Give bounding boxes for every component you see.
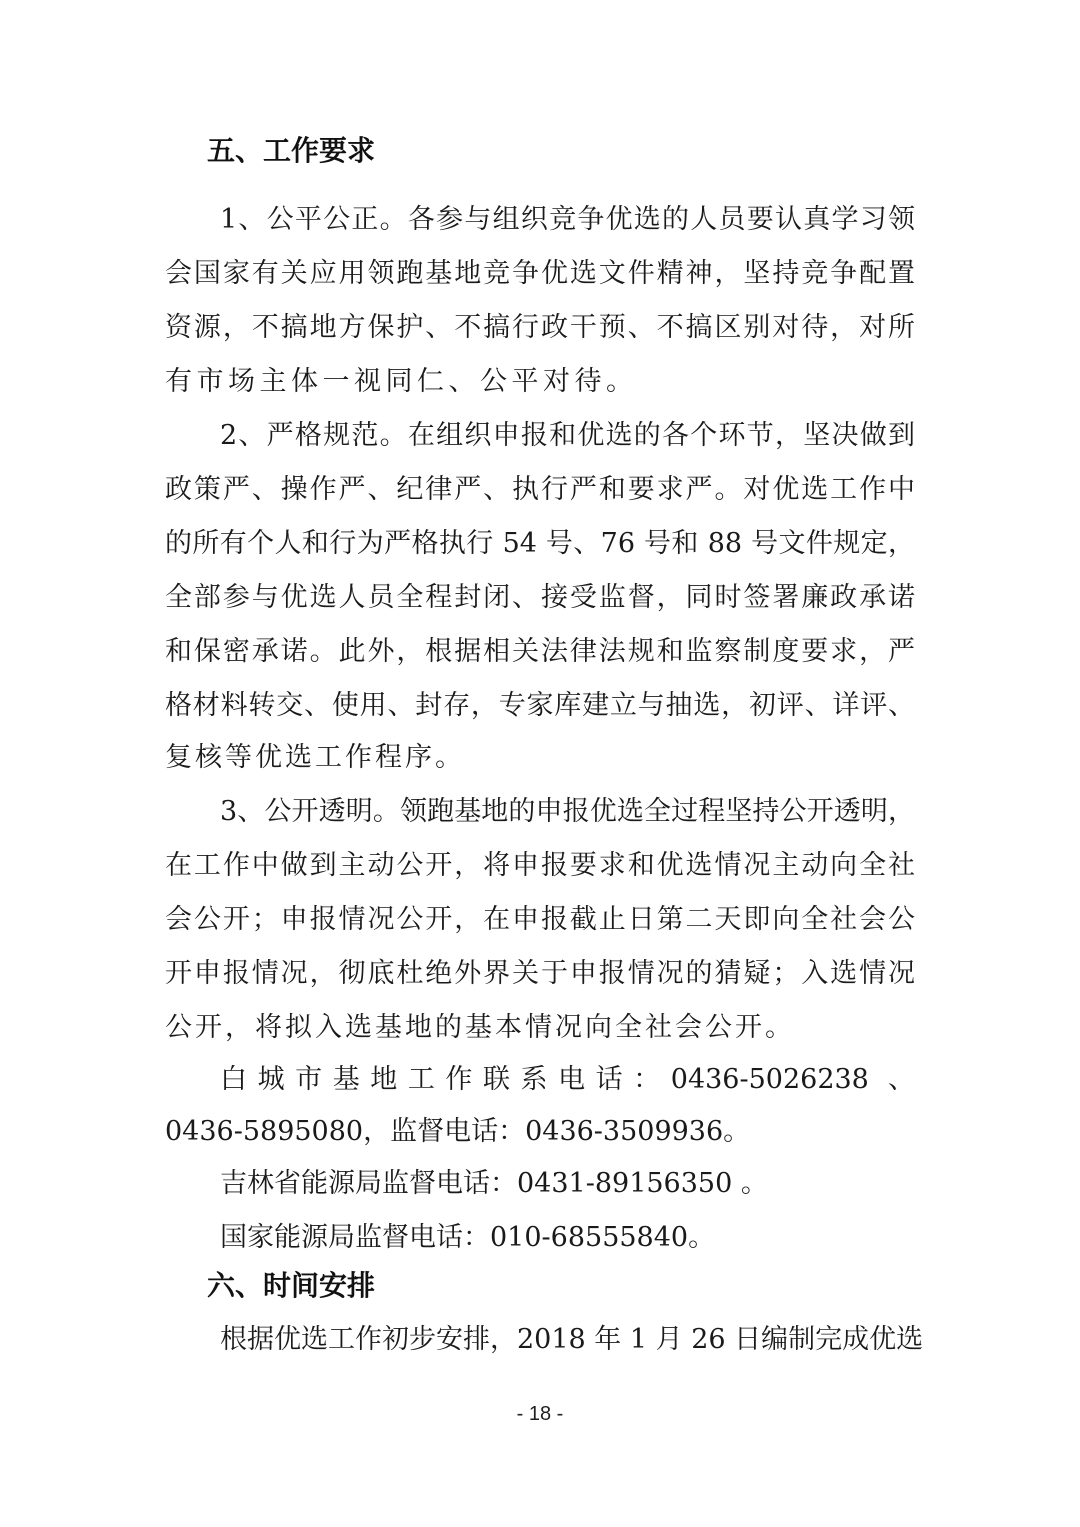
- paragraph-line: 1、公平公正。各参与组织竞争优选的人员要认真学习领: [220, 204, 915, 235]
- paragraph-line: 资源，不搞地方保护、不搞行政干预、不搞区别对待，对所: [165, 312, 915, 343]
- paragraph-line: 3、公开透明。领跑基地的申报优选全过程坚持公开透明，: [220, 796, 915, 827]
- paragraph-line: 的所有个人和行为严格执行 54 号、76 号和 88 号文件规定，: [165, 528, 915, 559]
- paragraph-line: 会公开；申报情况公开，在申报截止日第二天即向全社会公: [165, 904, 915, 935]
- paragraph-line: 政策严、操作严、纪律严、执行严和要求严。对优选工作中: [165, 474, 915, 505]
- contact-baicheng-phone: 白城市基地工作联系电话：0436-5026238 、: [220, 1064, 915, 1095]
- paragraph-line: 会国家有关应用领跑基地竞争优选文件精神，坚持竞争配置: [165, 258, 915, 289]
- paragraph-line: 公开，将拟入选基地的基本情况向全社会公开。: [165, 1012, 795, 1043]
- paragraph-line: 开申报情况，彻底杜绝外界关于申报情况的猜疑；入选情况: [165, 958, 915, 989]
- paragraph-line: 和保密承诺。此外，根据相关法律法规和监察制度要求，严: [165, 636, 915, 667]
- section-heading-schedule: 六、时间安排: [207, 1269, 376, 1302]
- paragraph-line: 有市场主体一视同仁、公平对待。: [165, 366, 638, 397]
- page-number: - 18 -: [516, 1403, 564, 1425]
- paragraph-line: 格材料转交、使用、封存，专家库建立与抽选，初评、详评、: [165, 690, 915, 721]
- contact-national-supervision: 国家能源局监督电话：010-68555840。: [220, 1222, 716, 1253]
- paragraph-line: 全部参与优选人员全程封闭、接受监督，同时签署廉政承诺: [165, 582, 915, 613]
- paragraph-line: 2、严格规范。在组织申报和优选的各个环节，坚决做到: [220, 420, 915, 451]
- contact-jilin-supervision: 吉林省能源局监督电话：0431-89156350 。: [220, 1168, 768, 1199]
- paragraph-line: 复核等优选工作程序。: [165, 742, 465, 773]
- contact-baicheng-supervision: 0436-5895080，监督电话：0436-3509936。: [165, 1116, 751, 1147]
- section-heading-work-requirements: 五、工作要求: [207, 134, 376, 167]
- paragraph-line: 在工作中做到主动公开，将申报要求和优选情况主动向全社: [165, 850, 915, 881]
- paragraph-line: 根据优选工作初步安排，2018 年 1 月 26 日编制完成优选: [220, 1324, 924, 1355]
